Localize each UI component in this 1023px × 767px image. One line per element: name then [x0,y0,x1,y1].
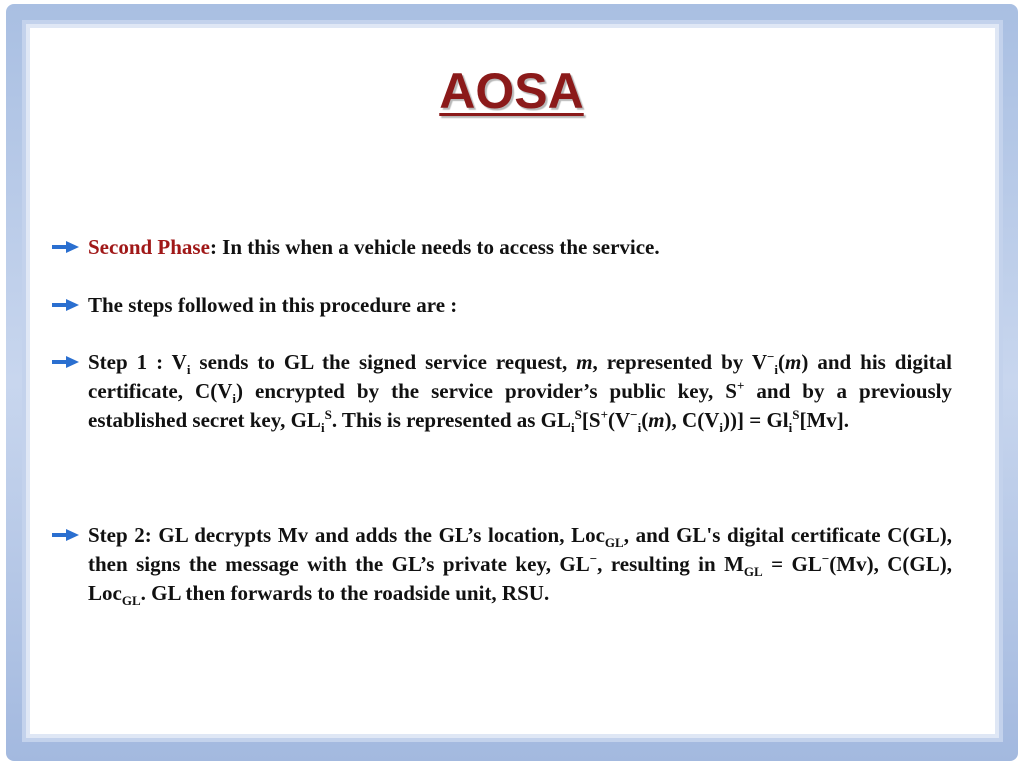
bullet-text [88,521,952,608]
text-run: , and GL's digital certificate C(GL), then signs the message with the GL’s private key, GL [88,523,952,576]
arrow-bullet-icon [52,528,80,542]
text-run: i [232,391,236,407]
text-run: The steps followed in this procedure are : [88,293,458,317]
text-run: Step 2: GL decrypts Mv and adds the GL’s location, Loc [88,523,605,547]
bullet-step-1 [52,348,952,435]
text-run: − [589,551,598,566]
bullet-second-phase [52,233,952,262]
arrow-bullet-icon [52,355,80,369]
text-run: [Mv]. [799,408,850,432]
bullet-steps-intro [52,291,952,320]
arrow-bullet-icon [52,298,80,312]
text-run: [S [581,408,601,432]
text-run: : In this when a vehicle needs to access the service. [209,235,660,259]
text-run: , represented by V [592,350,767,374]
text-run: = GL [762,552,822,576]
text-run: + [736,378,745,393]
text-run: m [576,350,593,374]
text-run: − [767,349,775,364]
text-run: (V [607,408,631,432]
slide-title: AOSA [439,63,584,119]
text-run: ( [641,408,649,432]
arrow-bullet-icon [52,240,80,254]
text-run: . This is represented as GL [331,408,572,432]
text-run: ))] = Gl [723,408,789,432]
text-run: and by a previously established secret key, GL [88,379,953,432]
text-run: − [821,551,830,566]
text-run: ), C(V [664,408,720,432]
text-run: sends to GL the signed service request, [190,350,577,374]
text-run: GL [743,564,763,580]
bullet-text [88,233,952,262]
text-run: m [785,350,802,374]
text-run: (Mv), C(GL), Loc [88,552,952,605]
text-run: GL [604,535,624,551]
text-run: i [774,362,779,378]
text-run: m [648,408,665,432]
text-run: i [571,420,575,436]
text-run: ) and his digital certificate, C(V [88,350,952,403]
bullet-text [88,291,952,320]
text-run: ( [778,350,786,374]
text-run: S [574,407,582,422]
text-run: ) encrypted by the service provider’s public key, S [236,379,737,403]
text-run: i [186,362,191,378]
text-run: − [630,407,638,422]
text-run: i [320,420,325,436]
text-run: Step 1 : V [88,350,187,374]
text-run: S [324,407,332,422]
text-run: i [637,420,642,436]
text-run: + [600,407,608,422]
bullet-step-2 [52,521,952,608]
text-run: i [719,420,723,436]
text-run: , resulting in M [597,552,744,576]
highlight-text: Second Phase [88,235,210,259]
text-run: i [788,420,793,436]
text-run: GL [121,593,141,609]
text-run: S [792,407,800,422]
bullet-text [88,348,952,435]
text-run: . GL then forwards to the roadside unit, RSU. [140,581,550,605]
